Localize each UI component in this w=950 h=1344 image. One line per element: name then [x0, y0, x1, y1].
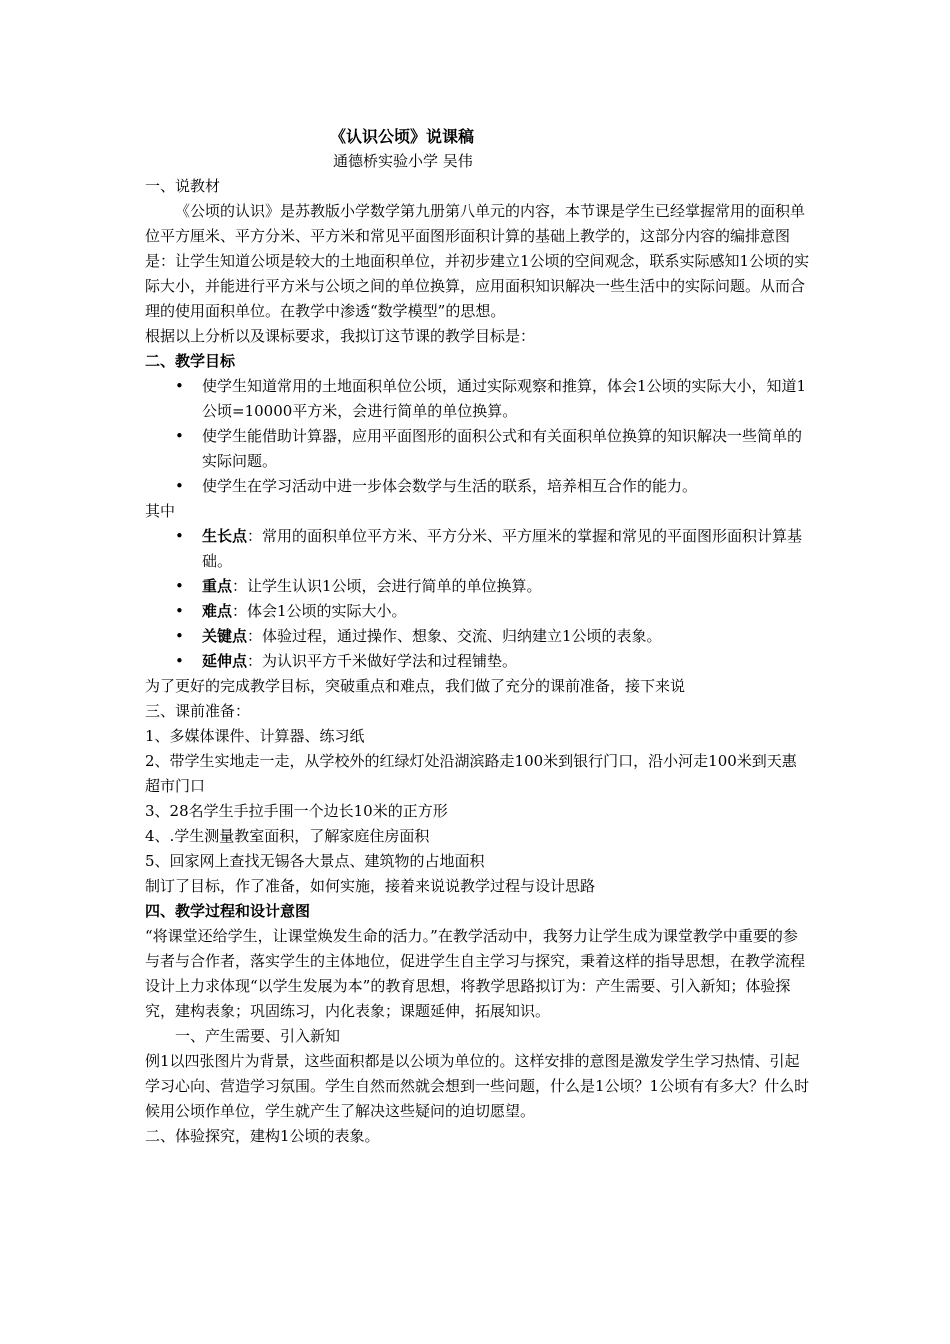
- point-text: ：为认识平方千米做好学法和过程铺垫。: [247, 652, 518, 670]
- textbook-paragraph: 《公顷的认识》是苏教版小学数学第九册第八单元的内容，本节课是学生已经掌握常用的面积单位平方厘米、平方分米、平方米和常见平面图形面积计算的基础上教学的，这部分内容的编排意图是：让学生知道公顷是较大的土地面积单位，并初步建立1公顷的空间观念，联系实际感知1公顷的实际大小，并能进行平方米与公顷之间的单位换算，应用面积知识解决一些生活中的实际问题。从而合理的使用面积单位。在教学中渗透“数学模型”的思想。: [145, 202, 810, 320]
- goal-text: 使学生知道常用的土地面积单位公顷，通过实际观察和推算，体会1公顷的实际大小，知道1公顷=10000平方米，会进行简单的单位换算。: [202, 377, 807, 420]
- point-text: ：常用的面积单位平方米、平方分米、平方厘米的掌握和常见的平面图形面积计算基础。: [202, 527, 803, 570]
- prep-item: 4、.学生测量教室面积，了解家庭住房面积: [145, 827, 430, 845]
- prep-item: 1、多媒体课件、计算器、练习纸: [145, 727, 365, 745]
- goal-text: 使学生在学习活动中进一步体会数学与生活的联系，培养相互合作的能力。: [202, 477, 698, 495]
- bullet-icon: •: [175, 377, 184, 395]
- document-body: [145, 124, 810, 1149]
- section-heading-goals: 二、教学目标: [145, 352, 236, 370]
- author-byline: 通德桥实验小学 吴伟: [333, 152, 473, 170]
- point-term: 延伸点: [202, 652, 248, 670]
- bullet-icon: •: [175, 652, 184, 670]
- process-paragraph: “将课堂还给学生，让课堂焕发生命的活力。”在教学活动中，我努力让学生成为课堂教学中重要的参与者与合作者，落实学生的主体地位，促进学生自主学习与探究，秉着这样的指导思想，在教学流程设计上力求体现“以学生发展为本”的教育思想，将教学思路拟订为：产生需要、引入新知；体验探究，建构表象；巩固练习，内化表象；课题延伸，拓展知识。: [145, 927, 806, 1020]
- bullet-icon: •: [175, 577, 184, 595]
- list-item: [145, 574, 810, 599]
- point-term: 关键点: [202, 627, 248, 645]
- section-heading-textbook: 一、说教材: [145, 177, 221, 195]
- goals-intro-paragraph: 根据以上分析以及课标要求，我拟订这节课的教学目标是：: [145, 327, 536, 345]
- point-text: ：体验过程，通过操作、想象、交流、归纳建立1公顷的表象。: [247, 627, 662, 645]
- point-term: 重点: [202, 577, 233, 595]
- bullet-icon: •: [175, 427, 184, 445]
- list-item: [145, 474, 810, 499]
- list-item: [145, 624, 810, 649]
- prep-item: 3、28名学生手拉手围一个边长10米的正方形: [145, 802, 448, 820]
- list-item: [145, 424, 810, 474]
- point-text: ：让学生认识1公顷，会进行简单的单位换算。: [232, 577, 542, 595]
- bullet-icon: •: [175, 477, 184, 495]
- prep-item: 5、回家网上查找无锡各大景点、建筑物的占地面积: [145, 852, 485, 870]
- bullet-icon: •: [175, 527, 184, 545]
- prep-item: 2、带学生实地走一走，从学校外的红绿灯处沿湖滨路走100米到银行门口，沿小河走100米到天惠超市门口: [145, 752, 797, 795]
- step-heading: 一、产生需要、引入新知: [175, 1027, 341, 1045]
- step-paragraph: 例1以四张图片为背景，这些面积都是以公顷为单位的。这样安排的意图是激发学生学习热情、引起学习心向、营造学习氛围。学生自然而然就会想到一些问题，什么是1公顷？1公顷有有多大？什么时候用公顷作单位，学生就产生了解决这些疑问的迫切愿望。: [145, 1052, 810, 1120]
- key-points-list: [145, 524, 810, 674]
- goals-list: [145, 374, 810, 499]
- document-title: 《认识公顷》说课稿: [330, 127, 475, 146]
- list-item: [145, 649, 810, 674]
- transition-paragraph: 为了更好的完成教学目标，突破重点和难点，我们做了充分的课前准备，接下来说: [145, 677, 686, 695]
- list-item: [145, 374, 810, 424]
- list-item: [145, 524, 810, 574]
- step-heading: 二、体验探究，建构1公顷的表象。: [145, 1127, 380, 1145]
- goal-text: 使学生能借助计算器，应用平面图形的面积公式和有关面积单位换算的知识解决一些简单的实际问题。: [202, 427, 803, 470]
- transition-paragraph: 制订了目标，作了准备，如何实施，接着来说说教学过程与设计思路: [145, 877, 596, 895]
- point-term: 难点: [202, 602, 233, 620]
- point-text: ：体会1公顷的实际大小。: [232, 602, 407, 620]
- point-term: 生长点: [202, 527, 248, 545]
- bullet-icon: •: [175, 627, 184, 645]
- among-label: 其中: [145, 502, 176, 520]
- bullet-icon: •: [175, 602, 184, 620]
- list-item: [145, 599, 810, 624]
- section-heading-process: 四、教学过程和设计意图: [145, 902, 311, 920]
- section-heading-preparation: 三、课前准备：: [145, 702, 251, 720]
